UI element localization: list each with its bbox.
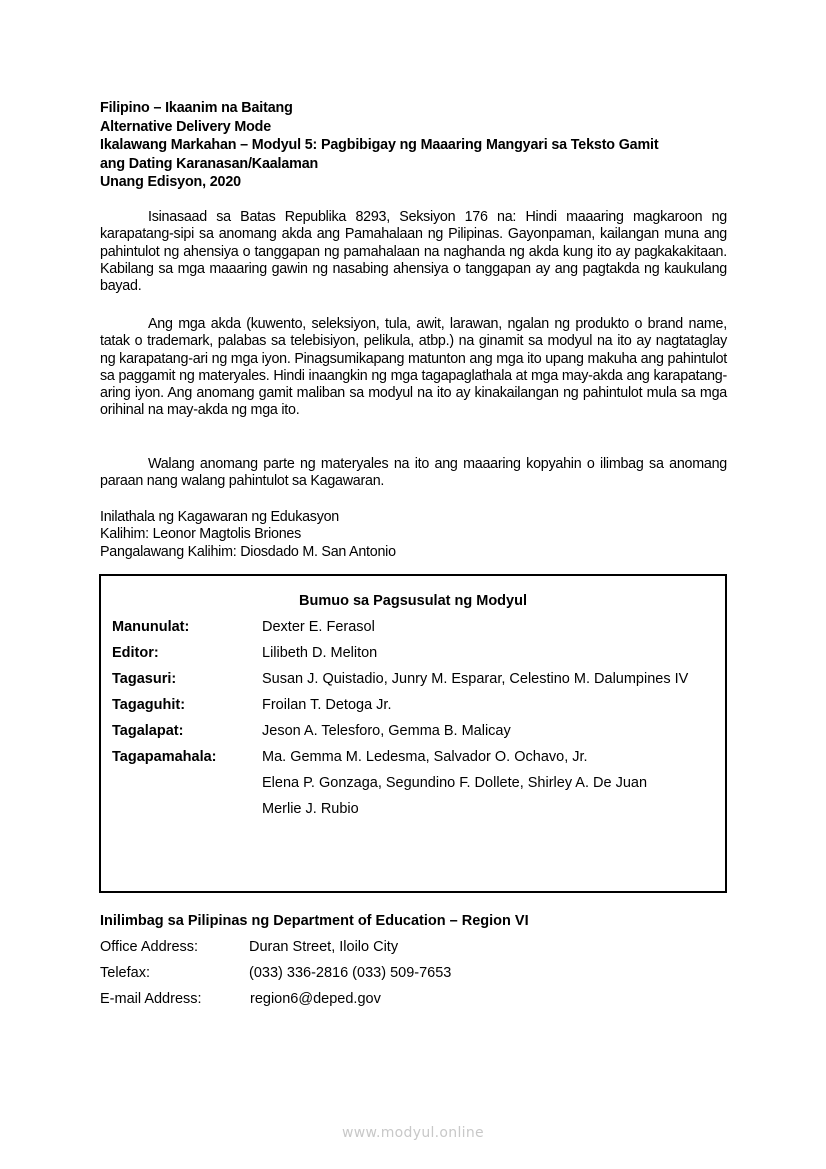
contact-value: region6@deped.gov xyxy=(250,991,381,1007)
module-title-line1: Ikalawang Markahan – Modyul 5: Pagbibigay ng Maaaring Mangyari sa Teksto Gamit xyxy=(100,137,659,153)
printed-by-heading: Inilimbag sa Pilipinas ng Department of Education – Region VI xyxy=(100,913,529,929)
credit-row xyxy=(112,749,717,769)
credit-role: Editor: xyxy=(112,645,159,661)
contact-row-email xyxy=(100,991,600,1011)
credit-name: Merlie J. Rubio xyxy=(262,801,359,817)
delivery-mode: Alternative Delivery Mode xyxy=(100,118,272,135)
paragraph-text: Walang anomang parte ng materyales na ito ang maaaring kopyahin o ilimbag sa anomang paraan nang walang pahintulot sa Kagawaran. xyxy=(100,456,727,490)
credit-row xyxy=(112,775,717,795)
contact-label: Telefax: xyxy=(100,965,150,981)
credits-title: Bumuo sa Pagsusulat ng Modyul xyxy=(299,593,527,609)
credit-row xyxy=(112,645,717,665)
credit-name: Jeson A. Telesforo, Gemma B. Malicay xyxy=(262,723,511,739)
credit-role: Tagaguhit: xyxy=(112,697,186,713)
document-header xyxy=(100,99,740,192)
credit-name: Ma. Gemma M. Ledesma, Salvador O. Ochavo, Jr. xyxy=(262,749,588,765)
contact-row-telefax xyxy=(100,965,600,985)
credit-name: Lilibeth D. Meliton xyxy=(262,645,378,661)
credit-role: Manunulat: xyxy=(112,619,190,635)
credit-row xyxy=(112,801,717,821)
copyright-paragraph-3 xyxy=(100,456,727,491)
edition: Unang Edisyon, 2020 xyxy=(100,174,241,190)
contact-value: Duran Street, Iloilo City xyxy=(249,939,399,955)
credit-row xyxy=(112,723,717,743)
module-title-line2: ang Dating Karanasan/Kaalaman xyxy=(100,155,319,172)
secretary-line: Kalihim: Leonor Magtolis Briones xyxy=(100,526,301,543)
credit-name: Elena P. Gonzaga, Segundino F. Dollete, Shirley A. De Juan xyxy=(262,775,648,791)
credit-role: Tagapamahala: xyxy=(112,749,217,765)
contact-label: E-mail Address: xyxy=(100,991,202,1007)
subject-title: Filipino – Ikaanim na Baitang xyxy=(100,100,293,116)
contact-value: (033) 336-2816 (033) 509-7653 xyxy=(249,965,452,981)
contact-row-address xyxy=(100,939,600,959)
watermark: www.modyul.online xyxy=(342,1125,484,1141)
copyright-paragraph-1 xyxy=(100,209,727,295)
credit-name: Froilan T. Detoga Jr. xyxy=(262,697,392,713)
credit-row xyxy=(112,697,717,717)
copyright-paragraph-2 xyxy=(100,316,727,420)
credit-row xyxy=(112,619,717,639)
credit-role: Tagasuri: xyxy=(112,671,177,687)
publisher-line: Inilathala ng Kagawaran ng Edukasyon xyxy=(100,509,339,525)
undersecretary-line: Pangalawang Kalihim: Diosdado M. San Antonio xyxy=(100,543,396,560)
credit-name: Dexter E. Ferasol xyxy=(262,619,375,635)
paragraph-text: Isinasaad sa Batas Republika 8293, Seksiyon 176 na: Hindi maaaring magkaroon ng karapatang-sipi sa anomang akda ang Pamahalaan ng Pilipinas. Gayonpaman, kailangan muna ang pahintulot ng ahensiya o tanggapan ng pamahalaan na naghanda ng akda kung ito ay pagkakakitaan. Kabilang sa mga maaaring gawin ng nasabing ahensiya o tanggapan ay ang pagtakda ng kaukulang bayad. xyxy=(100,209,727,295)
credit-name: Susan J. Quistadio, Junry M. Esparar, Celestino M. Dalumpines IV xyxy=(262,671,689,687)
contact-label: Office Address: xyxy=(100,939,199,955)
credit-role: Tagalapat: xyxy=(112,723,184,739)
publisher-info xyxy=(100,509,396,561)
credit-row xyxy=(112,671,717,691)
credits-box xyxy=(99,574,727,893)
paragraph-text: Ang mga akda (kuwento, seleksiyon, tula, awit, larawan, ngalan ng produkto o brand name, tatak o trademark, palabas sa telebisiyon, pelikula, atbp.) na ginamit sa modyul na ito ay nagtataglay ng karapatang-ari ng mga iyon. Pinagsumikapang matunton ang mga ito upang makuha ang pahintulot sa paggamit ng materyales. Hindi inaangkin ng mga tagapaglathala at mga may-akda ang karapatang-aring iyon. Ang anomang gamit maliban sa modyul na ito ay kinakailangan ng pahintulot mula sa mga orihinal na may-akda ng mga ito. xyxy=(100,316,727,419)
